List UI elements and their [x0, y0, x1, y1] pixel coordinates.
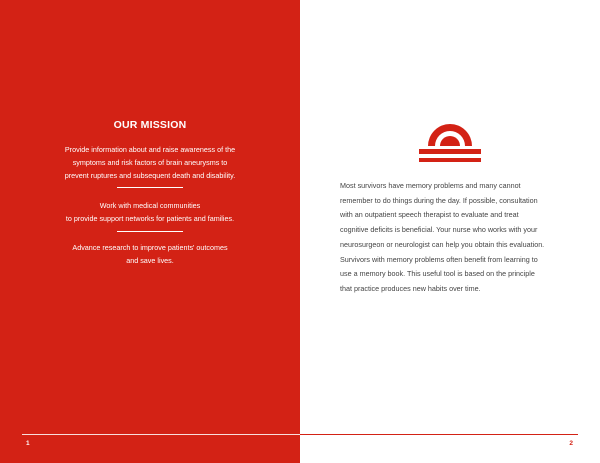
- footer-rule-right: [300, 434, 578, 435]
- mission-line: Advance research to improve patients' outcomes: [72, 243, 228, 252]
- mission-line: Provide information about and raise awareness of the: [64, 145, 236, 154]
- body-line: neurosurgeon or neurologist can help you obtain this evaluation.: [340, 239, 545, 249]
- mission-divider: [117, 187, 183, 188]
- mission-item-research: [0, 241, 300, 267]
- mission-title: OUR MISSION: [113, 119, 187, 131]
- body-line: remember to do things during the day. If possible, consultation: [340, 195, 538, 205]
- body-line: cognitive deficits is beneficial. Your nurse who works with your: [340, 225, 538, 235]
- page-number-right: 2: [569, 440, 573, 447]
- mission-divider: [117, 231, 183, 232]
- mission-line: to provide support networks for patients and families.: [65, 214, 235, 223]
- body-line: use a memory book. This useful tool is based on the principle: [340, 269, 535, 279]
- mission-line: symptoms and risk factors of brain aneurysms to: [72, 158, 228, 167]
- mission-line: prevent ruptures and subsequent death and disability.: [64, 171, 236, 180]
- mission-item-support: [0, 199, 300, 225]
- mission-item-awareness: [0, 143, 300, 182]
- body-line: Survivors with memory problems often benefit from learning to: [340, 254, 538, 264]
- body-line: Most survivors have memory problems and many cannot: [340, 181, 521, 190]
- memory-paragraph: [340, 179, 585, 297]
- footer-rule-left: [22, 434, 300, 435]
- mission-line: Work with medical communities: [99, 201, 201, 210]
- body-line: with an outpatient speech therapist to evaluate and treat: [340, 210, 519, 220]
- right-page: [300, 0, 600, 463]
- page-number-left: 1: [26, 440, 30, 447]
- body-line: that practice produces new habits over time.: [340, 283, 481, 293]
- foundation-logo-icon: [416, 122, 484, 164]
- mission-line: and save lives.: [126, 256, 174, 265]
